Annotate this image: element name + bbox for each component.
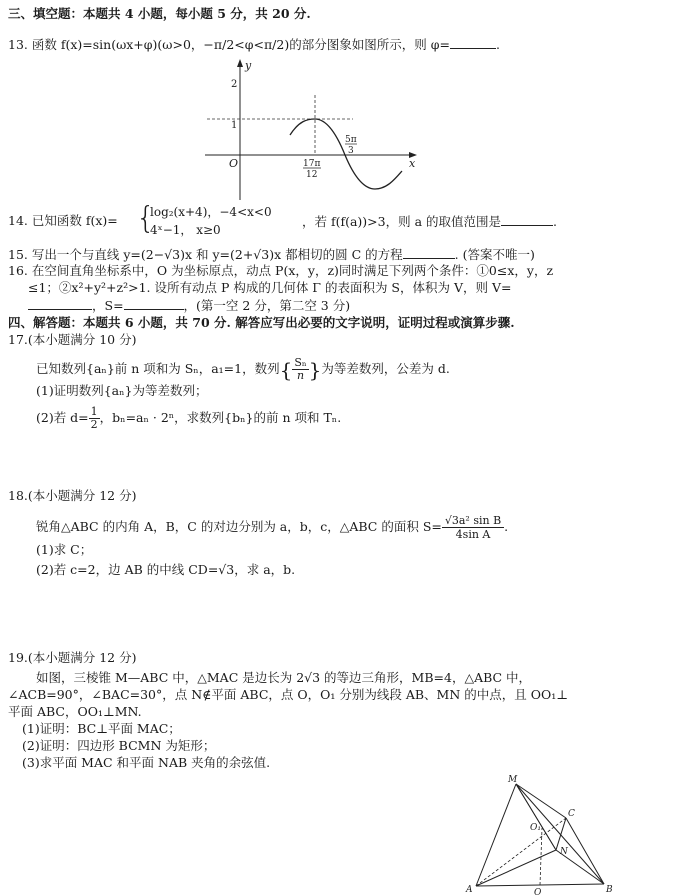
- q14-case-2: 4ˣ−1， x≥0: [150, 223, 221, 237]
- q16-blank-v[interactable]: [28, 297, 92, 310]
- q18-head: 18.(本小题满分 12 分): [8, 488, 137, 503]
- q15-text: 15. 写出一个与直线 y=(2−√3)x 和 y=(2+√3)x 都相切的圆 C 的方程: [8, 247, 403, 262]
- q19-line-3: 平面 ABC，OO₁⊥MN.: [8, 704, 142, 719]
- q14-text-b: ，若 f(f(a))>3，则 a 的取值范围是: [302, 214, 502, 229]
- q16-line-2: ≤1；②x²+y²+z²>1. 设所有动点 P 构成的几何体 Γ 的表面积为 S，体积为 V，则 V=: [28, 280, 512, 295]
- q19-part-1: (1)证明：BC⊥平面 MAC；: [22, 721, 181, 736]
- q14-brace: {: [136, 201, 156, 236]
- q16-line-3: [28, 297, 350, 314]
- q17-part-1: (1)证明数列{aₙ}为等差数列；: [36, 383, 208, 398]
- q17-p2-a: (2)若 d=: [36, 410, 89, 425]
- q14-period: .: [553, 214, 557, 229]
- q18-frac-den: 4sin A: [455, 528, 491, 541]
- graph-tick-5pi-num: 5π: [345, 135, 357, 145]
- q15-note: . (答案不唯一): [454, 247, 535, 262]
- q17-p2-b: ，bₙ=aₙ · 2ⁿ，求数列{bₙ}的前 n 项和 Tₙ.: [99, 410, 342, 425]
- q14-case-1: log₂(x+4)，−4<x<0: [150, 205, 272, 219]
- q18-frac-num: √3a² sin B: [442, 514, 504, 528]
- section-fill-heading: 三、填空题：本题共 4 小题，每小题 5 分，共 20 分.: [8, 6, 311, 21]
- q19-line-2: ∠ACB=90°，∠BAC=30°，点 N∉平面 ABC，点 O，O₁ 分别为线段 AB、MN 的中点，且 OO₁⊥: [8, 687, 568, 702]
- q17-d-fraction: [89, 406, 100, 431]
- q19-line-1: 如图，三棱锥 M—ABC 中，△MAC 是边长为 2√3 的等边三角形，MB=4，△ABC 中，: [36, 670, 532, 685]
- q18-stem-text: 锐角△ABC 的内角 A，B，C 的对边分别为 a，b，c，△ABC 的面积 S=: [36, 519, 442, 534]
- q13-graph: [195, 55, 425, 205]
- q16-line-1: 16. 在空间直角坐标系中，O 为坐标原点，动点 P(x，y，z)同时满足下列两个条件：①0≤x，y，z: [8, 263, 554, 278]
- q17-part-2: [36, 406, 341, 431]
- q16-s-label: ，S=: [92, 298, 124, 313]
- q17-head: 17.(本小题满分 10 分): [8, 332, 137, 347]
- q18-fraction: [442, 514, 504, 541]
- q14-stem: [8, 213, 118, 229]
- q19-part-3: (3)求平面 MAC 和平面 NAB 夹角的余弦值.: [22, 755, 271, 770]
- q13-period: .: [495, 37, 500, 52]
- q13-condition: (ω>0，−π/2<φ<π/2): [157, 37, 290, 52]
- q15-stem: [8, 246, 535, 263]
- graph-tick-17pi-num: 17π: [303, 159, 321, 169]
- q19-head: 19.(本小题满分 12 分): [8, 650, 137, 665]
- q19-part-2: (2)证明：四边形 BCMN 为矩形；: [22, 738, 216, 753]
- q17-stem: 已知数列{aₙ}前 n 项和为 Sₙ，a₁=1，数列{ $\frac{\text{Sₙ}}{n}$ }为等差数列，公差为 d.: [36, 356, 450, 382]
- graph-origin-label: O: [229, 157, 239, 170]
- q13-stem: [8, 36, 500, 53]
- q18-stem: [36, 514, 508, 541]
- graph-x-label: x: [409, 157, 416, 170]
- q17-d-num: 1: [90, 405, 98, 418]
- q13-answer-blank[interactable]: [450, 36, 496, 49]
- q17-d-den: 2: [90, 418, 98, 431]
- q18-part-2: (2)若 c=2，边 AB 的中线 CD=√3，求 a，b.: [36, 562, 296, 577]
- q15-answer-blank[interactable]: [403, 246, 455, 259]
- fig-label-o: O: [534, 888, 542, 896]
- q17-frac-num: Sₙ: [294, 356, 307, 369]
- q16-blank-s[interactable]: [124, 297, 184, 310]
- graph-y-label: y: [245, 59, 252, 72]
- q17-stem-b: 为等差数列，公差为 d.: [321, 361, 450, 376]
- q17-frac-den: n: [296, 369, 305, 382]
- fig-label-b: B: [606, 885, 613, 895]
- section-answer-heading: 四、解答题：本题共 6 小题，共 70 分. 解答应写出必要的文字说明，证明过程或演算步骤.: [8, 315, 515, 330]
- fig-label-c: C: [568, 809, 575, 819]
- fig-label-a: A: [466, 885, 473, 895]
- q18-part-1: (1)求 C；: [36, 542, 93, 557]
- q14-text-a: 14. 已知函数 f(x)=: [8, 213, 118, 228]
- graph-tick-1: 1: [231, 120, 238, 131]
- q19-pyramid-figure: [462, 772, 622, 896]
- q18-period: .: [504, 519, 509, 534]
- q13-text-b: 的部分图象如图所示，则 φ=: [289, 37, 450, 52]
- q17-fraction: [292, 357, 308, 382]
- graph-tick-17pi-den: 12: [306, 170, 318, 180]
- graph-tick-2: 2: [231, 79, 238, 90]
- fig-label-n: N: [560, 847, 568, 857]
- q16-score-note: ，(第一空 2 分，第二空 3 分): [183, 298, 351, 313]
- q14-answer-blank[interactable]: [501, 213, 553, 226]
- q13-text-a: 13. 函数 f(x)=sin(ωx+φ): [8, 37, 158, 52]
- q14-rest: [302, 213, 557, 230]
- graph-tick-5pi-den: 3: [348, 146, 354, 156]
- q17-stem-a: 已知数列{aₙ}前 n 项和为 Sₙ，a₁=1，数列: [36, 361, 280, 376]
- fig-label-o1: O₁: [530, 823, 541, 833]
- fig-label-m: M: [508, 775, 518, 785]
